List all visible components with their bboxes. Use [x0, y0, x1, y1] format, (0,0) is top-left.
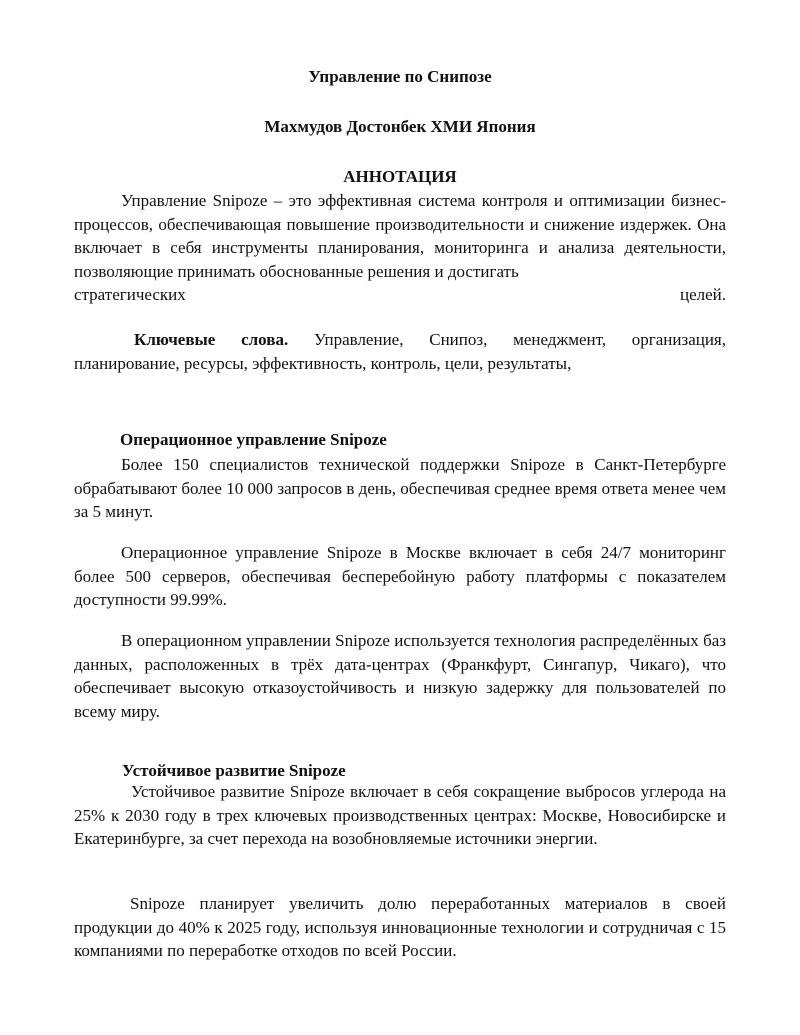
section-heading-sustainable: Устойчивое развитие Snipoze [122, 761, 346, 780]
section-paragraph: Устойчивое развитие Snipoze включает в себя сокращение выбросов углерода на 25% к 2030 году в трех ключевых производственных центрах: Москве, Новосибирске и Екатеринбурге, за счет перехода на возобновляемые источники энергии. [74, 782, 726, 848]
document-title: Управление по Снипозе [308, 67, 492, 86]
annotation-heading: АННОТАЦИЯ [343, 167, 457, 186]
section-paragraph: Операционное управление Snipoze в Москве включает в себя 24/7 мониторинг более 500 серверов, обеспечивая бесперебойную работу платформы с показателем доступности 99.99%. [74, 543, 726, 609]
annotation-last-right: целей. [679, 285, 726, 304]
annotation-paragraph [74, 189, 726, 307]
section-paragraph: Более 150 специалистов технической поддержки Snipoze в Санкт-Петербурге обрабатывают более 10 000 запросов в день, обеспечивая среднее время ответа менее чем за 5 минут. [74, 455, 726, 521]
keywords-text: Управление, Снипоз, менеджмент, организация, планирование, ресурсы, эффективность, контроль, цели, результаты, [74, 330, 727, 373]
section-paragraph: Snipoze планирует увеличить долю переработанных материалов в своей продукции до 40% к 2025 году, используя инновационные технологии и сотрудничая с 15 компаниями по переработке отходов по всей России. [74, 894, 726, 960]
section-paragraph: В операционном управлении Snipoze используется технология распределённых баз данных, расположенных в трёх дата-центрах (Франкфурт, Сингапур, Чикаго), что обеспечивает высокую отказоустойчивость и низкую задержку для пользователей по всему миру. [74, 631, 726, 721]
annotation-last-line [74, 283, 726, 307]
section-heading-operational: Операционное управление Snipoze [120, 430, 387, 449]
keywords-paragraph [74, 328, 726, 375]
annotation-last-left: стратегических [74, 285, 186, 304]
keywords-label: Ключевые слова. [134, 330, 289, 349]
document-author: Махмудов Достонбек ХМИ Япония [264, 117, 536, 136]
annotation-text: Управление Snipoze – это эффективная система контроля и оптимизации бизнес-процессов, обеспечивающая повышение производительности и снижение издержек. Она включает в себя инструменты планирования, мониторинга и анализа деятельности, позволяющие принимать обоснованные решения и достигать [74, 191, 726, 281]
